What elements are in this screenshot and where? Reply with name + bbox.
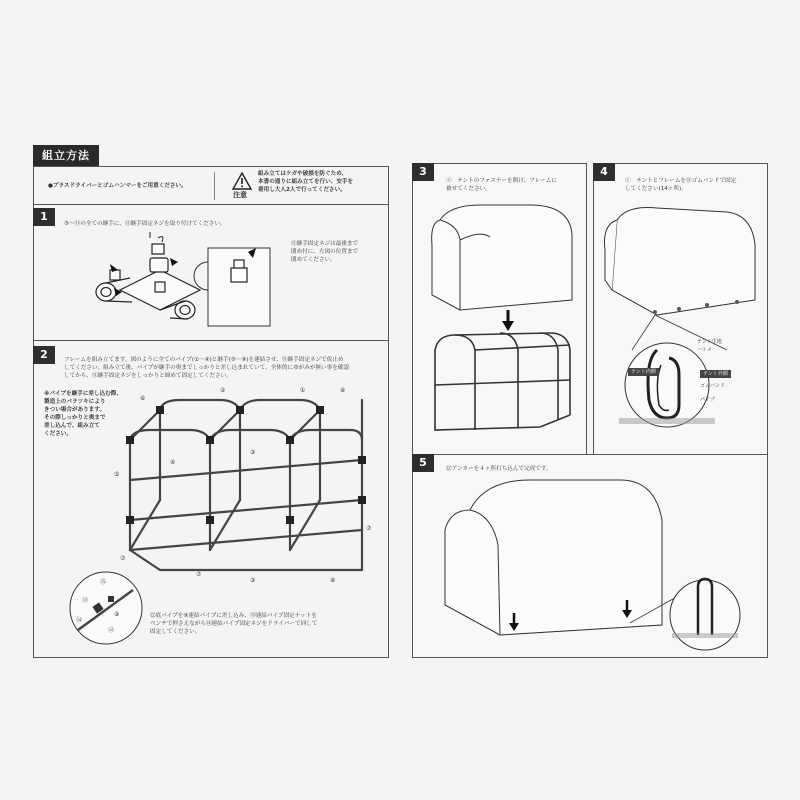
- callout-rubber-band: ゴムバンド: [700, 383, 726, 389]
- step-number-2: 2: [33, 346, 55, 364]
- step-5-text: ⑫アンカーを４ヶ所打ち込んで完成です。: [446, 466, 552, 472]
- caution-label: 注意: [233, 191, 247, 199]
- tent-cover-diagram: [420, 205, 580, 435]
- step-number-5: 5: [412, 454, 434, 472]
- callout-tent-outside: テント外側: [700, 370, 731, 378]
- step-2-note: ※パイプを継手に差し込む際、 製造上のバラツキにより きつい場合があります。 その際しっかりと奥まで 差し込んで、組み立て ください。: [44, 391, 122, 437]
- title-rule: [33, 166, 388, 167]
- divider: [214, 172, 215, 200]
- svg-text:⑨: ⑨: [114, 611, 120, 618]
- svg-text:⑭: ⑭: [76, 617, 83, 624]
- connector-zoom-diagram: [68, 570, 148, 650]
- callout-pipe: パイプ: [700, 397, 715, 403]
- svg-text:⑦: ⑦: [120, 555, 126, 562]
- step-2-text: フレームを組み立てます。図のように全てのパイプ(①〜④)と継手(⑤〜⑨)を連結させ、⑪継手固定ネジで仮止め してください。組み立て後、パイプが継手の奥までしっかりと差し込まれていて、全体的にゆがみが無い事を確認 してから、⑪継手固定ネジをしっかりと締めて固定してください。: [64, 357, 350, 379]
- step-number-1: 1: [33, 208, 55, 226]
- svg-text:⑮: ⑮: [100, 579, 107, 586]
- svg-text:⑥: ⑥: [140, 395, 146, 402]
- svg-text:④: ④: [170, 459, 176, 466]
- step-4-text: ⓒ テントとフレームを⑪ゴムバンドで固定 してください(14ヶ所)。: [625, 178, 737, 192]
- warning-icon: [232, 172, 252, 190]
- step-1-text: ⑤〜⑪の全ての継手に、⑪継手固定ネジを取り付けてください。: [64, 221, 226, 227]
- divider: [33, 340, 389, 341]
- step-number-3: 3: [412, 163, 434, 181]
- svg-text:①: ①: [300, 387, 306, 394]
- step-1-note: ⑪継手固定ネジは最後まで 閉め付に、左図の位置まで 閉めてください。: [291, 241, 359, 263]
- svg-text:⑫: ⑫: [108, 627, 115, 634]
- callout-grommet: ハトメ: [697, 347, 712, 353]
- svg-text:③: ③: [250, 449, 256, 456]
- tools-note: ●プラスドライバーとゴムハンマーをご用意ください。: [48, 183, 187, 189]
- svg-text:⑧: ⑧: [330, 577, 336, 584]
- svg-text:③: ③: [250, 577, 256, 584]
- callout-tent-inside: テント内側: [628, 368, 659, 376]
- svg-text:②: ②: [220, 387, 226, 394]
- step-3-text: ⓒ テントのファスナーを開け、フレームに 被せてください。: [446, 178, 557, 192]
- svg-text:⑤: ⑤: [114, 471, 120, 478]
- page-title: 組立方法: [33, 145, 99, 167]
- joint-illustration: [90, 230, 280, 330]
- svg-text:⑦: ⑦: [366, 525, 372, 532]
- svg-text:⑬: ⑬: [82, 597, 89, 604]
- completed-tent-diagram: [430, 475, 730, 645]
- divider: [33, 204, 389, 205]
- svg-text:⑦: ⑦: [196, 571, 202, 578]
- callout-tent-fabric: テント生地: [697, 339, 722, 345]
- caution-text: 組み立てはケガや破損を防ぐため、 本書の通りに組み立てを行い、安手を 着用し大人2人で行ってください。: [258, 171, 354, 193]
- svg-text:⑧: ⑧: [340, 387, 346, 394]
- step-2-subnote: ⑫底パイプを⑨連結パイプに差し込み、⑬連結パイプ固定ナットを ペンチで押さえながら⑭連結パイプ固定ネジをドライバーで回して 固定してください。: [150, 613, 318, 635]
- tent-strap-diagram: [597, 200, 767, 450]
- step-number-4: 4: [593, 163, 615, 181]
